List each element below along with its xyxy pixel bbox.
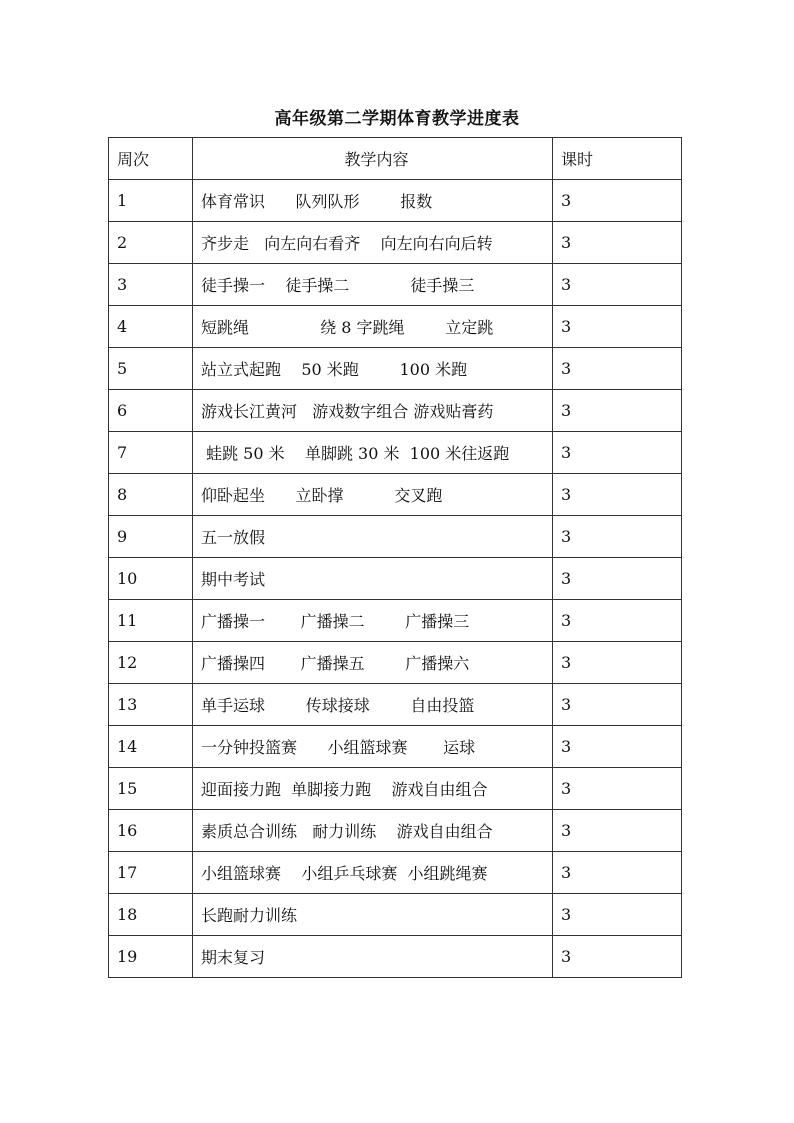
hours-cell: 3	[553, 558, 682, 600]
hours-cell: 3	[553, 348, 682, 390]
hours-cell: 3	[553, 894, 682, 936]
table-row	[109, 558, 682, 600]
table-row	[109, 222, 682, 264]
week-cell: 13	[109, 684, 193, 726]
content-cell: 五一放假	[193, 516, 553, 558]
table-row	[109, 810, 682, 852]
header-content: 教学内容	[193, 138, 553, 180]
table-row	[109, 432, 682, 474]
table-row	[109, 936, 682, 978]
content-cell: 蛙跳 50 米 单脚跳 30 米 100 米往返跑	[193, 432, 553, 474]
table-row	[109, 894, 682, 936]
table-row	[109, 852, 682, 894]
hours-cell: 3	[553, 306, 682, 348]
week-cell: 10	[109, 558, 193, 600]
hours-cell: 3	[553, 684, 682, 726]
week-cell: 1	[109, 180, 193, 222]
week-cell: 6	[109, 390, 193, 432]
week-cell: 19	[109, 936, 193, 978]
hours-cell: 3	[553, 516, 682, 558]
content-cell: 期中考试	[193, 558, 553, 600]
week-cell: 7	[109, 432, 193, 474]
content-cell: 齐步走 向左向右看齐 向左向右向后转	[193, 222, 553, 264]
document-title: 高年级第二学期体育教学进度表	[274, 109, 520, 129]
content-cell: 短跳绳 绕 8 字跳绳 立定跳	[193, 306, 553, 348]
hours-cell: 3	[553, 222, 682, 264]
hours-cell: 3	[553, 936, 682, 978]
table-row	[109, 348, 682, 390]
content-cell: 期末复习	[193, 936, 553, 978]
header-week: 周次	[109, 138, 193, 180]
content-cell: 游戏长江黄河 游戏数字组合 游戏贴膏药	[193, 390, 553, 432]
table-row	[109, 726, 682, 768]
table-header-row	[109, 138, 682, 180]
content-cell: 迎面接力跑 单脚接力跑 游戏自由组合	[193, 768, 553, 810]
content-cell: 站立式起跑 50 米跑 100 米跑	[193, 348, 553, 390]
table-row	[109, 390, 682, 432]
week-cell: 11	[109, 600, 193, 642]
hours-cell: 3	[553, 474, 682, 516]
content-cell: 小组篮球赛 小组乒乓球赛 小组跳绳赛	[193, 852, 553, 894]
table-row	[109, 306, 682, 348]
content-cell: 素质总合训练 耐力训练 游戏自由组合	[193, 810, 553, 852]
week-cell: 12	[109, 642, 193, 684]
table-row	[109, 516, 682, 558]
week-cell: 9	[109, 516, 193, 558]
week-cell: 14	[109, 726, 193, 768]
content-cell: 单手运球 传球接球 自由投篮	[193, 684, 553, 726]
hours-cell: 3	[553, 264, 682, 306]
content-cell: 徒手操一 徒手操二 徒手操三	[193, 264, 553, 306]
hours-cell: 3	[553, 390, 682, 432]
content-cell: 广播操一 广播操二 广播操三	[193, 600, 553, 642]
hours-cell: 3	[553, 600, 682, 642]
week-cell: 3	[109, 264, 193, 306]
table-row	[109, 474, 682, 516]
table-row	[109, 684, 682, 726]
week-cell: 8	[109, 474, 193, 516]
hours-cell: 3	[553, 768, 682, 810]
hours-cell: 3	[553, 432, 682, 474]
content-cell: 体育常识 队列队形 报数	[193, 180, 553, 222]
content-cell: 广播操四 广播操五 广播操六	[193, 642, 553, 684]
hours-cell: 3	[553, 726, 682, 768]
content-cell: 长跑耐力训练	[193, 894, 553, 936]
week-cell: 16	[109, 810, 193, 852]
hours-cell: 3	[553, 810, 682, 852]
content-cell: 一分钟投篮赛 小组篮球赛 运球	[193, 726, 553, 768]
table-row	[109, 600, 682, 642]
hours-cell: 3	[553, 852, 682, 894]
header-hours: 课时	[553, 138, 682, 180]
schedule-table	[108, 137, 682, 978]
week-cell: 17	[109, 852, 193, 894]
hours-cell: 3	[553, 642, 682, 684]
week-cell: 18	[109, 894, 193, 936]
hours-cell: 3	[553, 180, 682, 222]
week-cell: 15	[109, 768, 193, 810]
table-row	[109, 180, 682, 222]
week-cell: 5	[109, 348, 193, 390]
table-row	[109, 642, 682, 684]
table-row	[109, 264, 682, 306]
week-cell: 4	[109, 306, 193, 348]
content-cell: 仰卧起坐 立卧撑 交叉跑	[193, 474, 553, 516]
table-row	[109, 768, 682, 810]
week-cell: 2	[109, 222, 193, 264]
